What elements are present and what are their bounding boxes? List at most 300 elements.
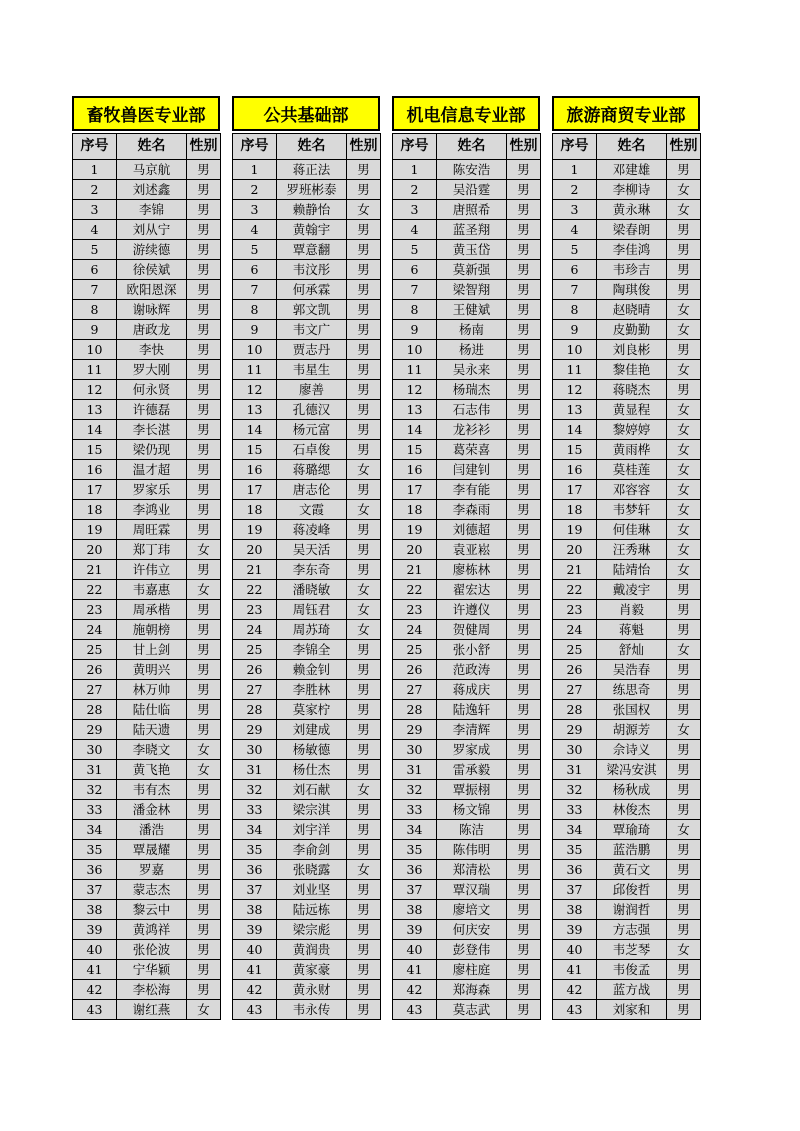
table-row — [233, 1000, 381, 1020]
table-row — [553, 180, 701, 200]
table-row — [73, 200, 221, 220]
cell-gender: 女 — [667, 820, 701, 840]
table-row — [553, 340, 701, 360]
table-row — [553, 780, 701, 800]
cell-name: 李长湛 — [117, 420, 187, 440]
cell-name: 赖金钊 — [277, 660, 347, 680]
table-row — [233, 700, 381, 720]
table-row — [73, 980, 221, 1000]
table-row — [233, 420, 381, 440]
cell-gender: 男 — [507, 560, 541, 580]
cell-no: 12 — [393, 380, 437, 400]
cell-name: 韦俊孟 — [597, 960, 667, 980]
table-row — [393, 440, 541, 460]
cell-no: 40 — [393, 940, 437, 960]
table-row — [233, 780, 381, 800]
cell-no: 20 — [233, 540, 277, 560]
table-row — [73, 720, 221, 740]
table-row — [553, 260, 701, 280]
table-row — [393, 220, 541, 240]
cell-no: 36 — [553, 860, 597, 880]
cell-gender: 男 — [347, 760, 381, 780]
cell-no: 2 — [73, 180, 117, 200]
cell-no: 31 — [393, 760, 437, 780]
cell-gender: 男 — [667, 1000, 701, 1020]
cell-no: 25 — [73, 640, 117, 660]
cell-name: 黄鸿祥 — [117, 920, 187, 940]
table-row — [233, 220, 381, 240]
cell-no: 1 — [73, 160, 117, 180]
table-row — [393, 780, 541, 800]
table-row — [233, 540, 381, 560]
cell-gender: 男 — [187, 180, 221, 200]
cell-name: 梁仍现 — [117, 440, 187, 460]
cell-gender: 男 — [187, 260, 221, 280]
cell-gender: 男 — [507, 740, 541, 760]
cell-name: 郭文凯 — [277, 300, 347, 320]
table-row — [553, 280, 701, 300]
cell-name: 吴天活 — [277, 540, 347, 560]
cell-gender: 男 — [667, 240, 701, 260]
cell-name: 莫志武 — [437, 1000, 507, 1020]
cell-no: 3 — [233, 200, 277, 220]
table-row — [233, 160, 381, 180]
cell-no: 27 — [233, 680, 277, 700]
cell-no: 8 — [553, 300, 597, 320]
table-row — [233, 360, 381, 380]
cell-name: 覃意翻 — [277, 240, 347, 260]
cell-name: 李有能 — [437, 480, 507, 500]
cell-no: 25 — [553, 640, 597, 660]
cell-name: 蒋凌峰 — [277, 520, 347, 540]
table-row — [553, 880, 701, 900]
table-row — [73, 900, 221, 920]
cell-name: 蓝方战 — [597, 980, 667, 1000]
table-row — [553, 540, 701, 560]
cell-name: 黄石文 — [597, 860, 667, 880]
cell-gender: 男 — [347, 340, 381, 360]
cell-name: 谢咏辉 — [117, 300, 187, 320]
cell-no: 29 — [73, 720, 117, 740]
cell-name: 韦有杰 — [117, 780, 187, 800]
table-row — [553, 560, 701, 580]
cell-name: 何承霖 — [277, 280, 347, 300]
cell-name: 唐政龙 — [117, 320, 187, 340]
table-row — [73, 280, 221, 300]
table-row — [73, 540, 221, 560]
cell-name: 杨敏德 — [277, 740, 347, 760]
cell-gender: 男 — [347, 380, 381, 400]
cell-gender: 男 — [667, 900, 701, 920]
cell-no: 28 — [73, 700, 117, 720]
cell-no: 10 — [553, 340, 597, 360]
cell-gender: 男 — [507, 200, 541, 220]
cell-name: 杨瑞杰 — [437, 380, 507, 400]
cell-no: 25 — [233, 640, 277, 660]
table-row — [393, 300, 541, 320]
cell-name: 肖毅 — [597, 600, 667, 620]
cell-name: 李松海 — [117, 980, 187, 1000]
table-row — [73, 960, 221, 980]
cell-no: 2 — [553, 180, 597, 200]
cell-gender: 男 — [507, 700, 541, 720]
cell-gender: 男 — [507, 760, 541, 780]
cell-name: 杨进 — [437, 340, 507, 360]
cell-name: 闫建钊 — [437, 460, 507, 480]
table-row — [233, 940, 381, 960]
cell-gender: 女 — [667, 320, 701, 340]
table-row — [233, 400, 381, 420]
table-row — [73, 340, 221, 360]
cell-no: 37 — [73, 880, 117, 900]
table-row — [233, 620, 381, 640]
cell-no: 7 — [393, 280, 437, 300]
cell-name: 李清辉 — [437, 720, 507, 740]
table-row — [393, 360, 541, 380]
cell-gender: 女 — [347, 600, 381, 620]
cell-name: 甘上剑 — [117, 640, 187, 660]
cell-no: 36 — [73, 860, 117, 880]
cell-gender: 男 — [507, 640, 541, 660]
cell-name: 翟宏达 — [437, 580, 507, 600]
cell-gender: 男 — [507, 800, 541, 820]
column-header-gender: 性别 — [187, 134, 221, 160]
cell-no: 14 — [73, 420, 117, 440]
cell-gender: 女 — [347, 580, 381, 600]
cell-name: 刘德超 — [437, 520, 507, 540]
table-row — [73, 380, 221, 400]
cell-gender: 女 — [667, 560, 701, 580]
cell-gender: 男 — [187, 700, 221, 720]
cell-no: 22 — [553, 580, 597, 600]
cell-gender: 男 — [667, 740, 701, 760]
table-row — [73, 760, 221, 780]
cell-name: 莫桂莲 — [597, 460, 667, 480]
cell-no: 10 — [233, 340, 277, 360]
department-block — [72, 96, 220, 1020]
cell-no: 29 — [393, 720, 437, 740]
cell-name: 黄翰宇 — [277, 220, 347, 240]
department-block — [552, 96, 700, 1020]
table-row — [553, 980, 701, 1000]
cell-no: 32 — [393, 780, 437, 800]
cell-name: 黎云中 — [117, 900, 187, 920]
table-row — [553, 420, 701, 440]
cell-no: 11 — [73, 360, 117, 380]
cell-gender: 男 — [667, 600, 701, 620]
cell-gender: 男 — [187, 880, 221, 900]
table-row — [393, 380, 541, 400]
cell-no: 33 — [233, 800, 277, 820]
department-title: 机电信息专业部 — [392, 96, 540, 131]
cell-no: 35 — [393, 840, 437, 860]
table-row — [73, 880, 221, 900]
cell-name: 邱俊哲 — [597, 880, 667, 900]
cell-no: 30 — [73, 740, 117, 760]
cell-gender: 男 — [667, 340, 701, 360]
cell-no: 10 — [73, 340, 117, 360]
table-row — [233, 720, 381, 740]
cell-no: 9 — [73, 320, 117, 340]
table-row — [73, 1000, 221, 1020]
table-row — [553, 640, 701, 660]
table-row — [393, 400, 541, 420]
column-header-name: 姓名 — [117, 134, 187, 160]
cell-name: 徐侯斌 — [117, 260, 187, 280]
table-row — [553, 920, 701, 940]
cell-name: 陆仕临 — [117, 700, 187, 720]
cell-no: 8 — [73, 300, 117, 320]
cell-gender: 女 — [347, 780, 381, 800]
cell-no: 9 — [553, 320, 597, 340]
department-title: 旅游商贸专业部 — [552, 96, 700, 131]
cell-gender: 男 — [187, 620, 221, 640]
table-row — [393, 820, 541, 840]
cell-no: 43 — [233, 1000, 277, 1020]
cell-name: 宁华颖 — [117, 960, 187, 980]
cell-name: 周承楷 — [117, 600, 187, 620]
cell-gender: 男 — [187, 220, 221, 240]
cell-no: 26 — [393, 660, 437, 680]
table-row — [393, 540, 541, 560]
table-row — [73, 300, 221, 320]
cell-gender: 男 — [187, 680, 221, 700]
cell-gender: 男 — [507, 300, 541, 320]
table-row — [553, 240, 701, 260]
cell-no: 21 — [73, 560, 117, 580]
cell-name: 赵晓晴 — [597, 300, 667, 320]
table-row — [233, 840, 381, 860]
cell-gender: 男 — [347, 560, 381, 580]
table-row — [233, 340, 381, 360]
cell-no: 4 — [233, 220, 277, 240]
cell-name: 吴永来 — [437, 360, 507, 380]
cell-name: 梁智翔 — [437, 280, 507, 300]
cell-gender: 女 — [347, 620, 381, 640]
cell-gender: 男 — [347, 720, 381, 740]
cell-no: 27 — [393, 680, 437, 700]
cell-name: 蒋璐缌 — [277, 460, 347, 480]
cell-no: 37 — [393, 880, 437, 900]
table-row — [553, 900, 701, 920]
cell-name: 黎婷婷 — [597, 420, 667, 440]
cell-name: 舒灿 — [597, 640, 667, 660]
cell-gender: 男 — [507, 360, 541, 380]
cell-no: 4 — [393, 220, 437, 240]
cell-gender: 女 — [187, 740, 221, 760]
cell-gender: 男 — [347, 740, 381, 760]
cell-gender: 男 — [667, 700, 701, 720]
cell-gender: 男 — [507, 1000, 541, 1020]
cell-name: 刘良彬 — [597, 340, 667, 360]
cell-name: 李俞剑 — [277, 840, 347, 860]
cell-gender: 男 — [347, 420, 381, 440]
cell-name: 陆远栋 — [277, 900, 347, 920]
cell-no: 30 — [233, 740, 277, 760]
cell-name: 蒙志杰 — [117, 880, 187, 900]
cell-name: 陈伟明 — [437, 840, 507, 860]
cell-no: 20 — [553, 540, 597, 560]
cell-no: 4 — [553, 220, 597, 240]
cell-gender: 男 — [187, 340, 221, 360]
cell-name: 黄润贵 — [277, 940, 347, 960]
cell-gender: 男 — [347, 240, 381, 260]
cell-gender: 男 — [507, 660, 541, 680]
cell-no: 15 — [553, 440, 597, 460]
header-row — [73, 134, 221, 160]
cell-no: 35 — [553, 840, 597, 860]
table-row — [553, 480, 701, 500]
cell-gender: 男 — [667, 620, 701, 640]
column-header-gender: 性别 — [667, 134, 701, 160]
table-row — [393, 640, 541, 660]
cell-gender: 女 — [667, 480, 701, 500]
cell-name: 石志伟 — [437, 400, 507, 420]
table-row — [233, 600, 381, 620]
cell-no: 3 — [553, 200, 597, 220]
table-row — [393, 740, 541, 760]
cell-no: 30 — [553, 740, 597, 760]
cell-gender: 女 — [187, 1000, 221, 1020]
cell-name: 陶琪俊 — [597, 280, 667, 300]
cell-no: 19 — [393, 520, 437, 540]
cell-no: 2 — [393, 180, 437, 200]
cell-no: 13 — [73, 400, 117, 420]
table-row — [233, 960, 381, 980]
cell-no: 17 — [553, 480, 597, 500]
cell-name: 黄显程 — [597, 400, 667, 420]
cell-name: 李柳诗 — [597, 180, 667, 200]
cell-name: 孔德汉 — [277, 400, 347, 420]
cell-name: 施朝榜 — [117, 620, 187, 640]
cell-name: 郑丁玮 — [117, 540, 187, 560]
table-row — [553, 580, 701, 600]
roster-table — [72, 133, 221, 1020]
cell-name: 何永贤 — [117, 380, 187, 400]
cell-name: 李锦 — [117, 200, 187, 220]
table-row — [73, 260, 221, 280]
cell-name: 潘晓敏 — [277, 580, 347, 600]
cell-name: 黄雨桦 — [597, 440, 667, 460]
cell-name: 杨文锦 — [437, 800, 507, 820]
table-row — [73, 680, 221, 700]
cell-no: 41 — [393, 960, 437, 980]
table-row — [73, 620, 221, 640]
table-row — [553, 400, 701, 420]
cell-no: 20 — [73, 540, 117, 560]
table-row — [393, 880, 541, 900]
cell-gender: 男 — [187, 200, 221, 220]
column-header-gender: 性别 — [507, 134, 541, 160]
table-row — [393, 340, 541, 360]
cell-no: 36 — [393, 860, 437, 880]
cell-gender: 男 — [187, 600, 221, 620]
cell-gender: 男 — [347, 480, 381, 500]
cell-gender: 男 — [347, 520, 381, 540]
cell-name: 许伟立 — [117, 560, 187, 580]
cell-name: 许遵仪 — [437, 600, 507, 620]
cell-gender: 男 — [507, 980, 541, 1000]
cell-no: 23 — [73, 600, 117, 620]
cell-no: 26 — [553, 660, 597, 680]
cell-gender: 男 — [507, 840, 541, 860]
cell-name: 刘石献 — [277, 780, 347, 800]
table-row — [233, 900, 381, 920]
cell-name: 李佳鸿 — [597, 240, 667, 260]
cell-gender: 女 — [667, 720, 701, 740]
table-row — [73, 700, 221, 720]
cell-no: 32 — [233, 780, 277, 800]
cell-no: 12 — [233, 380, 277, 400]
cell-no: 7 — [553, 280, 597, 300]
table-row — [73, 400, 221, 420]
cell-no: 31 — [233, 760, 277, 780]
cell-name: 蓝浩鹏 — [597, 840, 667, 860]
cell-no: 6 — [73, 260, 117, 280]
cell-gender: 女 — [667, 420, 701, 440]
cell-name: 欧阳恩深 — [117, 280, 187, 300]
cell-name: 潘浩 — [117, 820, 187, 840]
cell-gender: 女 — [667, 520, 701, 540]
cell-gender: 男 — [667, 980, 701, 1000]
cell-name: 韦文广 — [277, 320, 347, 340]
cell-gender: 男 — [187, 940, 221, 960]
cell-no: 35 — [73, 840, 117, 860]
cell-gender: 男 — [507, 920, 541, 940]
cell-name: 廖栋林 — [437, 560, 507, 580]
cell-gender: 男 — [507, 260, 541, 280]
cell-no: 31 — [73, 760, 117, 780]
cell-name: 陆天遗 — [117, 720, 187, 740]
table-row — [233, 500, 381, 520]
cell-no: 15 — [73, 440, 117, 460]
cell-no: 37 — [553, 880, 597, 900]
department-title: 公共基础部 — [232, 96, 380, 131]
cell-name: 韦芝琴 — [597, 940, 667, 960]
cell-no: 43 — [393, 1000, 437, 1020]
cell-no: 20 — [393, 540, 437, 560]
cell-name: 覃汉瑞 — [437, 880, 507, 900]
cell-no: 40 — [233, 940, 277, 960]
table-row — [553, 200, 701, 220]
cell-name: 杨元富 — [277, 420, 347, 440]
cell-gender: 男 — [507, 220, 541, 240]
cell-no: 11 — [233, 360, 277, 380]
cell-gender: 女 — [667, 640, 701, 660]
cell-gender: 男 — [187, 360, 221, 380]
cell-name: 黎佳艳 — [597, 360, 667, 380]
cell-name: 何佳琳 — [597, 520, 667, 540]
column-header-no: 序号 — [233, 134, 277, 160]
cell-no: 23 — [233, 600, 277, 620]
roster-table — [232, 133, 381, 1020]
cell-name: 黄永琳 — [597, 200, 667, 220]
cell-gender: 男 — [507, 400, 541, 420]
cell-gender: 男 — [507, 240, 541, 260]
cell-no: 18 — [393, 500, 437, 520]
table-row — [393, 1000, 541, 1020]
table-row — [73, 460, 221, 480]
cell-name: 梁冯安淇 — [597, 760, 667, 780]
header-row — [553, 134, 701, 160]
table-row — [553, 620, 701, 640]
cell-gender: 男 — [187, 820, 221, 840]
cell-gender: 男 — [347, 540, 381, 560]
cell-name: 李森雨 — [437, 500, 507, 520]
cell-name: 韦汶彤 — [277, 260, 347, 280]
table-row — [393, 460, 541, 480]
table-row — [393, 240, 541, 260]
